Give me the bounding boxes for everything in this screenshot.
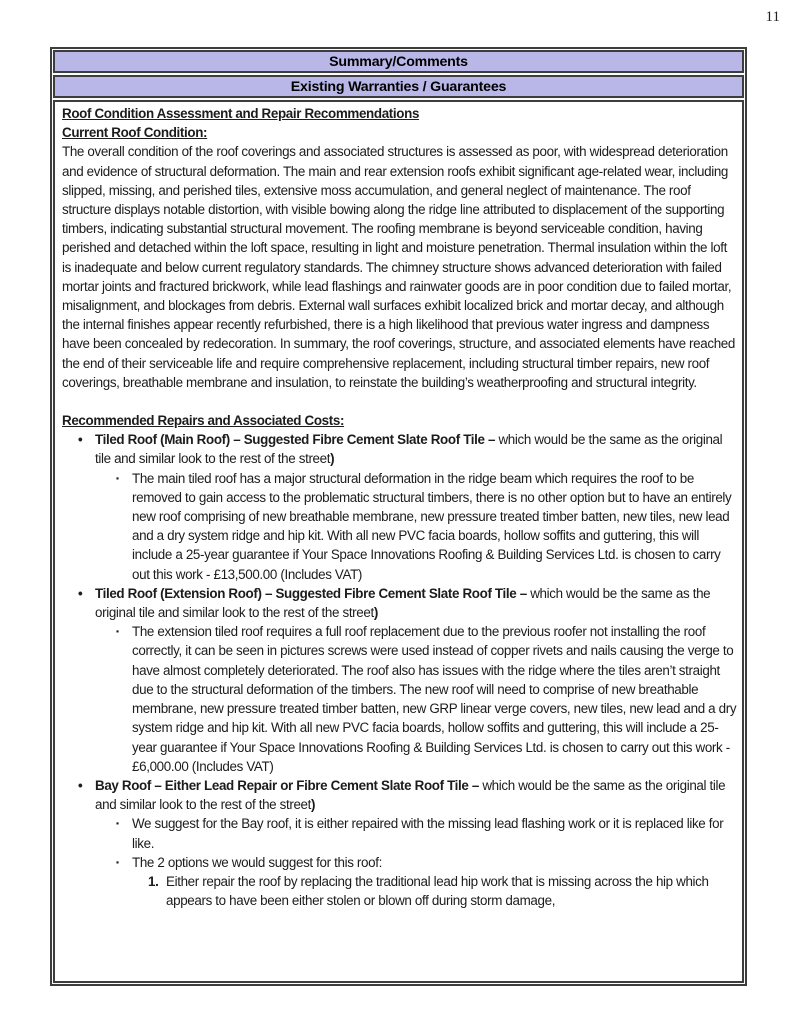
blank-line [62,392,739,411]
bullet-main-roof [62,430,739,468]
list-number: 1. [148,873,159,889]
numbered-item-repair-option-1 [62,872,739,910]
square-bullet-icon: ▪ [116,818,119,829]
bullet-title-bold: Tiled Roof (Main Roof) – Suggested Fibre Cement Slate Roof Tile – [95,432,499,448]
square-bullet-icon: ▪ [116,472,119,483]
sub-bullet-bay-roof-options [62,853,739,872]
bullet-title-close: ) [373,605,378,621]
sub-bullet-text: The main tiled roof has a major structural deformation in the ridge beam which requires the roof to be removed to gain access to the problematic structural timbers, there is no other option but to have an entirely new roof comprising of new breathable membrane, new pressure treated timber batten, new tiles, new lead and a dry system ridge and hip kit. With all new PVC facia boards, hollow soffits and guttering, this will include a 25-year guarantee if Your Space Innovations Roofing & Building Services Ltd. is chosen to carry out this work - £13,500.00 (Includes VAT) [132,470,732,582]
numbered-item-text: Either repair the roof by replacing the traditional lead hip work that is missing across the hip which appears to have been either stolen or blown off during storm damage, [166,873,709,909]
heading-roof-condition-assessment: Roof Condition Assessment and Repair Recommendations [62,106,420,121]
disc-bullet-icon: • [78,585,83,601]
bullet-title-close: ) [330,451,335,467]
table-header-warranties: Existing Warranties / Guarantees [53,75,744,98]
sub-bullet-text: We suggest for the Bay roof, it is either repaired with the missing lead flashing work or it is replaced like for like. [132,816,724,851]
sub-bullet-text: The extension tiled roof requires a full roof replacement due to the previous roofer not installing the roof correctly, it can be seen in pictures screws were used instead of copper rivets and nails causing the verge to have almost completely deteriorated. The roof also has issues with the ridge where the tiles aren’t straight due to the structural deformation of the timbers. The new roof will need to comprise of new breathable membrane, new pressure treated timber batten, new GRP linear verge covers, new tiles, new lead and a dry system ridge and hip kit. With all new PVC facia boards, hollow soffits and guttering, this will include a 25-year guarantee if Your Space Innovations Roofing & Building Services Ltd. is chosen to carry out this work - £6,000.00 (Includes VAT) [132,624,737,774]
heading-current-roof-condition: Current Roof Condition: [62,125,208,141]
summary-table [50,47,747,986]
bullet-title-normal: which would be the same as the original tile and similar look to the rest of the street [95,777,726,813]
bullet-title-bold: Bay Roof – Either Lead Repair or Fibre Cement Slate Roof Tile – [95,777,483,793]
bullet-title-bold: Tiled Roof (Extension Roof) – Suggested Fibre Cement Slate Roof Tile – [95,585,531,601]
square-bullet-icon: ▪ [116,626,119,637]
sub-bullet-text: The 2 options we would suggest for this roof: [132,854,382,870]
sub-bullet-extension-roof-detail [62,622,739,776]
table-header-summary: Summary/Comments [53,50,744,73]
page-number: 11 [765,9,780,25]
heading-recommended-repairs: Recommended Repairs and Associated Costs: [62,413,345,429]
paragraph-roof-condition: The overall condition of the roof coverings and associated structures is assessed as poor, with widespread deterioration and evidence of structural deformation. The main and rear extension roofs exhibit significant age-related wear, including slipped, missing, and perished tiles, extensive moss accumulation, and general neglect of maintenance. The roof structure displays notable distortion, with visible bowing along the ridge line attributed to displacement of the supporting timbers, indicating substantial structural movement. The roofing membrane is beyond serviceable condition, having perished and detached within the loft space, resulting in light and moisture penetration. Thermal insulation within the loft is inadequate and below current regulatory standards. The chimney structure shows advanced deterioration with failed mortar joints and fractured brickwork, while lead flashings and rainwater goods are in poor condition due to failed mortar, misalignment, and blockages from debris. External wall surfaces exhibit localized brick and mortar decay, and although the internal finishes appear recently refurbished, there is a high likelihood that previous water ingress and dampness have been concealed by redecoration. In summary, the roof coverings, structure, and associated elements have reached the end of their serviceable life and require comprehensive replacement, including structural timber repairs, new roof coverings, breathable membrane and insulation, to reinstate the building’s weatherproofing and structural integrity. [62,144,735,390]
bullet-title-normal: which would be the same as the original tile and similar look to the rest of the street [95,585,711,621]
square-bullet-icon: ▪ [116,856,119,867]
disc-bullet-icon: • [78,777,83,793]
bullet-extension-roof [62,584,739,622]
sub-bullet-bay-roof-suggestion [62,814,739,852]
disc-bullet-icon: • [78,432,83,448]
bullet-bay-roof [62,776,739,814]
bullet-title-normal: which would be the same as the original tile and similar look to the rest of the street [95,432,723,467]
table-body-cell [53,100,744,983]
bullet-title-close: ) [311,797,316,813]
sub-bullet-main-roof-detail [62,469,739,584]
